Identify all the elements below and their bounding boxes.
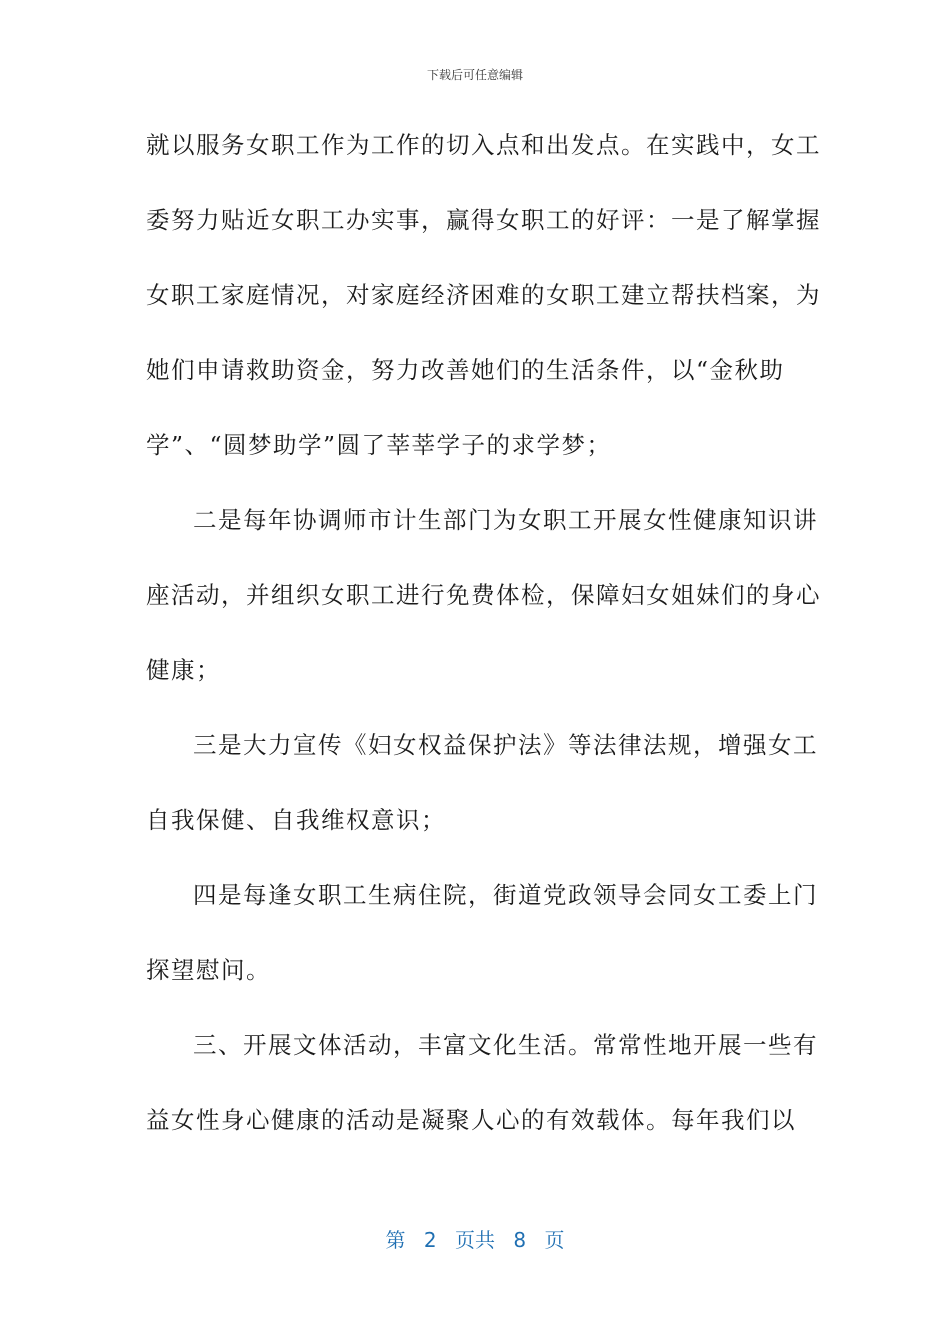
footer-middle: 页共	[455, 1228, 495, 1252]
footer-page-total: 8	[513, 1228, 527, 1252]
text-line: 探望慰问。	[146, 956, 271, 984]
text-line: 二是每年协调师市计生部门为女职工开展女性健康知识讲	[193, 506, 818, 534]
header-note: 下载后可任意编辑	[426, 68, 523, 82]
text-line: 学”、“圆梦助学”圆了莘莘学子的求学梦；	[146, 431, 612, 459]
text-line: 益女性身心健康的活动是凝聚人心的有效载体。每年我们以	[146, 1106, 796, 1134]
text-line: 自我保健、自我维权意识；	[146, 806, 446, 834]
footer-prefix: 第	[385, 1228, 406, 1252]
text-line: 就以服务女职工作为工作的切入点和出发点。在实践中，女工	[146, 131, 821, 159]
text-line: 委努力贴近女职工办实事，赢得女职工的好评：一是了解掌握	[146, 206, 821, 234]
text-line: 三、开展文体活动，丰富文化生活。常常性地开展一些有	[193, 1031, 818, 1059]
document-body	[146, 120, 821, 1170]
text-line: 座活动，并组织女职工进行免费体检，保障妇女姐妹们的身心	[146, 581, 821, 609]
text-line: 她们申请救助资金，努力改善她们的生活条件，以“金秋助	[146, 356, 785, 384]
footer-suffix: 页	[544, 1228, 565, 1252]
text-line: 女职工家庭情况，对家庭经济困难的女职工建立帮扶档案，为	[146, 281, 821, 309]
text-line: 三是大力宣传《妇女权益保护法》等法律法规，增强女工	[193, 731, 818, 759]
page-footer	[0, 1224, 950, 1253]
text-line: 健康；	[146, 656, 221, 684]
text-line: 四是每逢女职工生病住院，街道党政领导会同女工委上门	[193, 881, 818, 909]
footer-page-number: 2	[423, 1228, 437, 1252]
